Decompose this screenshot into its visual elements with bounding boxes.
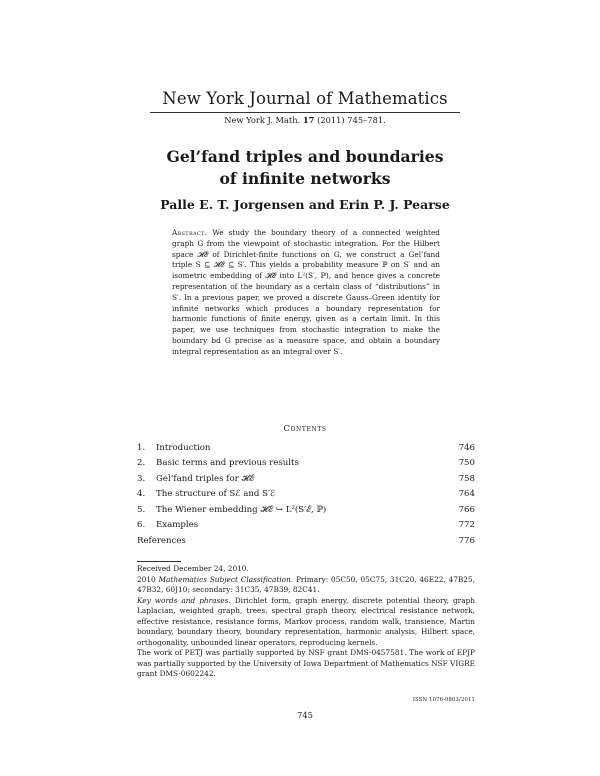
- keywords-text: Dirichlet form, graph energy, discrete potential theory, graph Laplacian, weighted graph, trees, spectral graph theory, electrical resistance network, effective resistance, resistance forms, Markov process, random walk, transience, Martin boundary, boundary theory, boundary representation, harmonic analysis, Hilbert space, orthogonality, unbounded linear operators, reproducing kernels.: [137, 595, 475, 647]
- toc-entry[interactable]: [137, 456, 475, 472]
- toc-references[interactable]: [137, 533, 475, 549]
- toc-entry-number: 2.: [137, 458, 146, 469]
- toc-entry-page: 772: [458, 520, 475, 531]
- abstract: [172, 228, 440, 358]
- toc-entry-title: Introduction: [156, 442, 211, 453]
- toc-entry-number: 4.: [137, 489, 146, 500]
- paper-title: [120, 146, 490, 190]
- toc-entry-title: Basic terms and previous results: [156, 458, 299, 469]
- toc-entry-title: Examples: [156, 520, 199, 531]
- toc-entry-title: The Wiener embedding 𝓗ℰ ↪ L²(S′ℰ, ℙ): [156, 504, 327, 515]
- citation-prefix: New York J. Math.: [224, 115, 301, 125]
- journal-citation: [150, 115, 460, 125]
- paper-title-line-2: of infinite networks: [219, 169, 391, 188]
- issn: ISSN 1076-9803/2011: [412, 697, 475, 703]
- toc-entry-title: Gel’fand triples for 𝓗ℰ: [156, 473, 255, 484]
- funding-note: The work of PETJ was partially supported by NSF grant DMS-0457581. The work of EPJP was partially supported by the University of Iowa Department of Mathematics NSF VIGRE grant DMS-0602242.: [137, 648, 475, 678]
- toc-entry-number: 1.: [137, 442, 146, 453]
- msc-year: 2010: [137, 574, 156, 584]
- toc-references-page: 776: [458, 535, 475, 546]
- paper-authors: Palle E. T. Jorgensen and Erin P. J. Pearse: [160, 197, 450, 212]
- toc-entry[interactable]: [137, 440, 475, 456]
- journal-header-rule: [150, 112, 460, 113]
- page-number: 745: [297, 710, 313, 720]
- citation-suffix: (2011) 745–781.: [317, 115, 386, 125]
- msc-label: Mathematics Subject Classification.: [158, 574, 294, 584]
- toc-entry-page: 758: [458, 473, 475, 484]
- abstract-label: Abstract.: [172, 228, 208, 237]
- footnote-rule: [137, 561, 181, 562]
- toc-entry-number: 6.: [137, 520, 146, 531]
- footnotes: [137, 564, 475, 680]
- journal-name: New York Journal of Mathematics: [162, 89, 448, 108]
- toc-entry-number: 5.: [137, 504, 146, 515]
- toc-entry-page: 764: [458, 489, 475, 500]
- toc-entry-page: 750: [458, 458, 475, 469]
- paper-title-line-1: Gel’fand triples and boundaries: [166, 147, 444, 166]
- toc-entry[interactable]: [137, 471, 475, 487]
- table-of-contents: [137, 440, 475, 549]
- keywords-label: Key words and phrases.: [137, 595, 231, 605]
- msc-codes: Primary: 05C50, 05C75, 31C20, 46E22, 47B25, 47B32, 60J10; secondary: 31C35, 47B39, 82C41.: [137, 574, 475, 594]
- abstract-text: We study the boundary theory of a connected weighted graph G from the viewpoint of stochastic integration. For the Hilbert space 𝓗ℰ of Dirichlet-finite functions on G, we construct a Gel’fand triple S ⊆ 𝓗ℰ ⊆ S′. This yields a probability measure ℙ on S′ and an isometric embedding of 𝓗ℰ into L²(S′, ℙ), and hence gives a concrete representation of the boundary as a certain class of “distributions” in S′. In a previous paper, we proved a discrete Gauss–Green identity for infinite networks which produces a boundary representation for harmonic functions of finite energy, given as a certain limit. In this paper, we use techniques from stochastic integration to make the boundary bd G precise as a measure space, and obtain a boundary integral representation as an integral over S′.: [172, 228, 440, 356]
- toc-references-title: References: [137, 535, 186, 546]
- contents-heading: Contents: [283, 424, 327, 434]
- toc-entry-title: The structure of Sℰ and S′ℰ: [156, 489, 276, 500]
- toc-entry-page: 766: [458, 504, 475, 515]
- toc-entry[interactable]: [137, 487, 475, 503]
- keywords: [137, 596, 475, 649]
- toc-entry[interactable]: [137, 502, 475, 518]
- citation-volume: 17: [302, 115, 315, 125]
- received-date: Received December 24, 2010.: [137, 564, 249, 573]
- msc-classification: [137, 575, 475, 596]
- toc-entry[interactable]: [137, 518, 475, 534]
- toc-entry-page: 746: [458, 442, 475, 453]
- toc-entry-number: 3.: [137, 473, 146, 484]
